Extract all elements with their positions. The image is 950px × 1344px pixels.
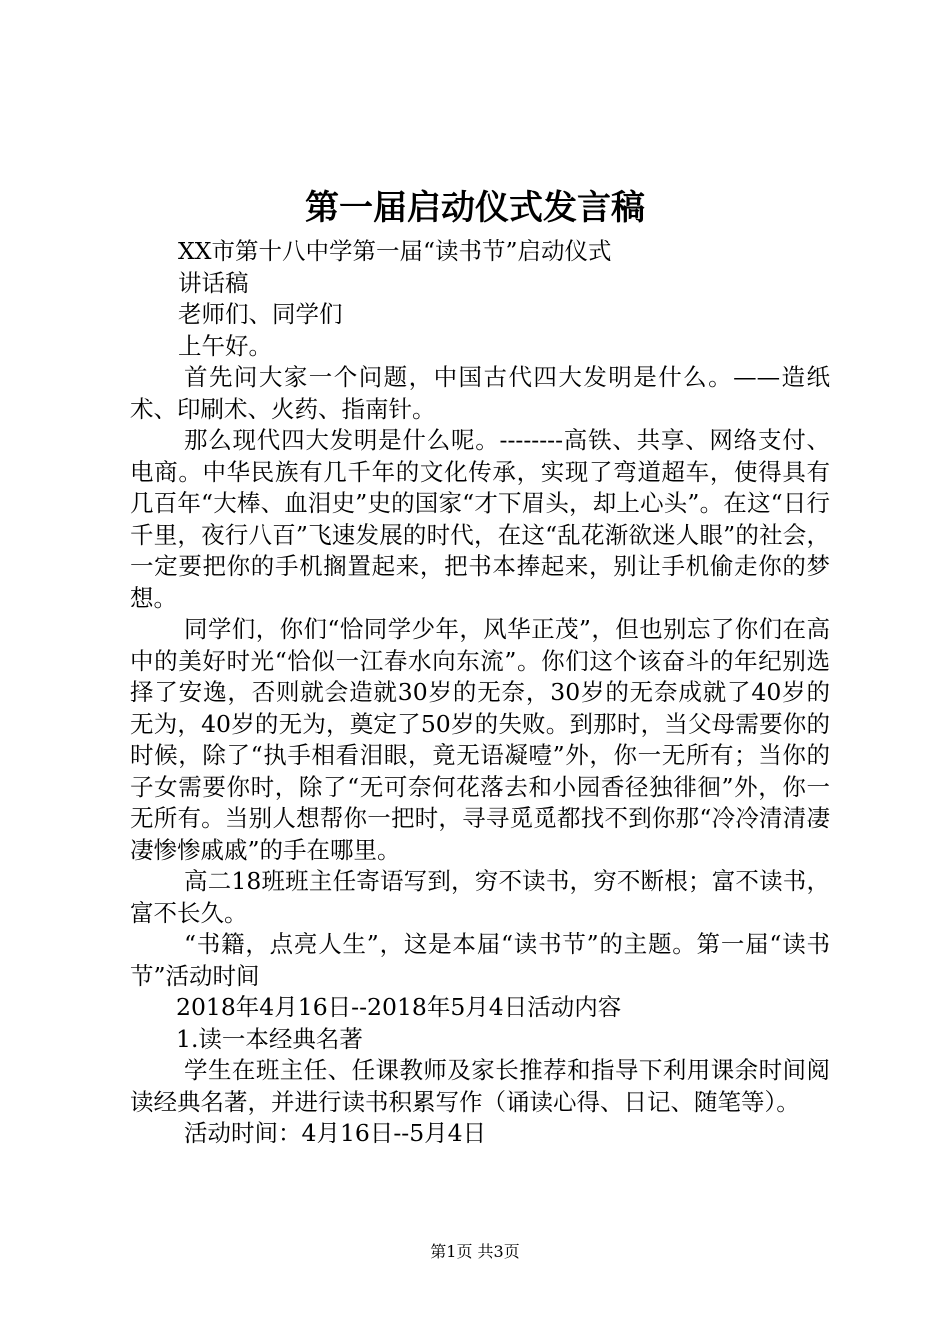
paragraph-school-heading: XX市第十八中学第一届“读书节”启动仪式 bbox=[178, 237, 612, 265]
paragraph-theme: “书籍，点亮人生”，这是本届“读书节”的主题。第一届“读书节”活动时间 bbox=[130, 930, 830, 990]
paragraph-modern-inventions: 那么现代四大发明是什么呢。--------高铁、共享、网络支付、电商。中华民族有几千年的文化传承，实现了弯道超车，使得具有几百年“大棒、血泪史”史的国家“才下眉头，却上心头”。在这“日行千里，夜行八百”飞速发展的时代，在这“乱花渐欲迷人眼”的社会，一定要把你的手机搁置起来，把书本捧起来，别让手机偷走你的梦想。 bbox=[130, 426, 830, 612]
paragraph-activity-time: 活动时间：4月16日--5月4日 bbox=[184, 1119, 487, 1147]
paragraph-speech-label: 讲话稿 bbox=[178, 268, 249, 297]
document-title: 第一届启动仪式发言稿 bbox=[305, 188, 645, 228]
paragraph-activity-description: 学生在班主任、任课教师及家长推荐和指导下利用课余时间阅读经典名著，并进行读书积累写作（诵读心得、日记、随笔等）。 bbox=[130, 1056, 830, 1116]
paragraph-salutation: 老师们、同学们 bbox=[178, 300, 343, 328]
paragraph-activity-dates: 2018年4月16日--2018年5月4日活动内容 bbox=[176, 993, 622, 1021]
paragraph-teacher-message: 高二18班班主任寄语写到，穷不读书，穷不断根；富不读书，富不长久。 bbox=[130, 867, 830, 927]
paragraph-activity-item-1: 1.读一本经典名著 bbox=[176, 1024, 363, 1053]
document-body bbox=[130, 236, 830, 1150]
paragraph-greeting: 上午好。 bbox=[178, 331, 272, 360]
paragraph-youth: 同学们，你们“恰同学少年，风华正茂”，但也别忘了你们在高中的美好时光“恰似一江春水向东流”。你们这个该奋斗的年纪别选择了安逸，否则就会造就30岁的无奈，30岁的无奈成就了40岁的无为，40岁的无为，奠定了50岁的失败。到那时，当父母需要你的时候，除了“执手相看泪眼，竟无语凝噎”外，你一无所有；当你的子女需要你时，除了“无可奈何花落去和小园香径独徘徊”外，你一无所有。当别人想帮你一把时，寻寻觅觅都找不到你那“冷冷清清凄凄惨惨戚戚”的手在哪里。 bbox=[130, 615, 830, 864]
page-footer: 第1页 共3页 bbox=[430, 1242, 520, 1261]
paragraph-ancient-inventions: 首先问大家一个问题，中国古代四大发明是什么。——造纸术、印刷术、火药、指南针。 bbox=[130, 363, 830, 423]
